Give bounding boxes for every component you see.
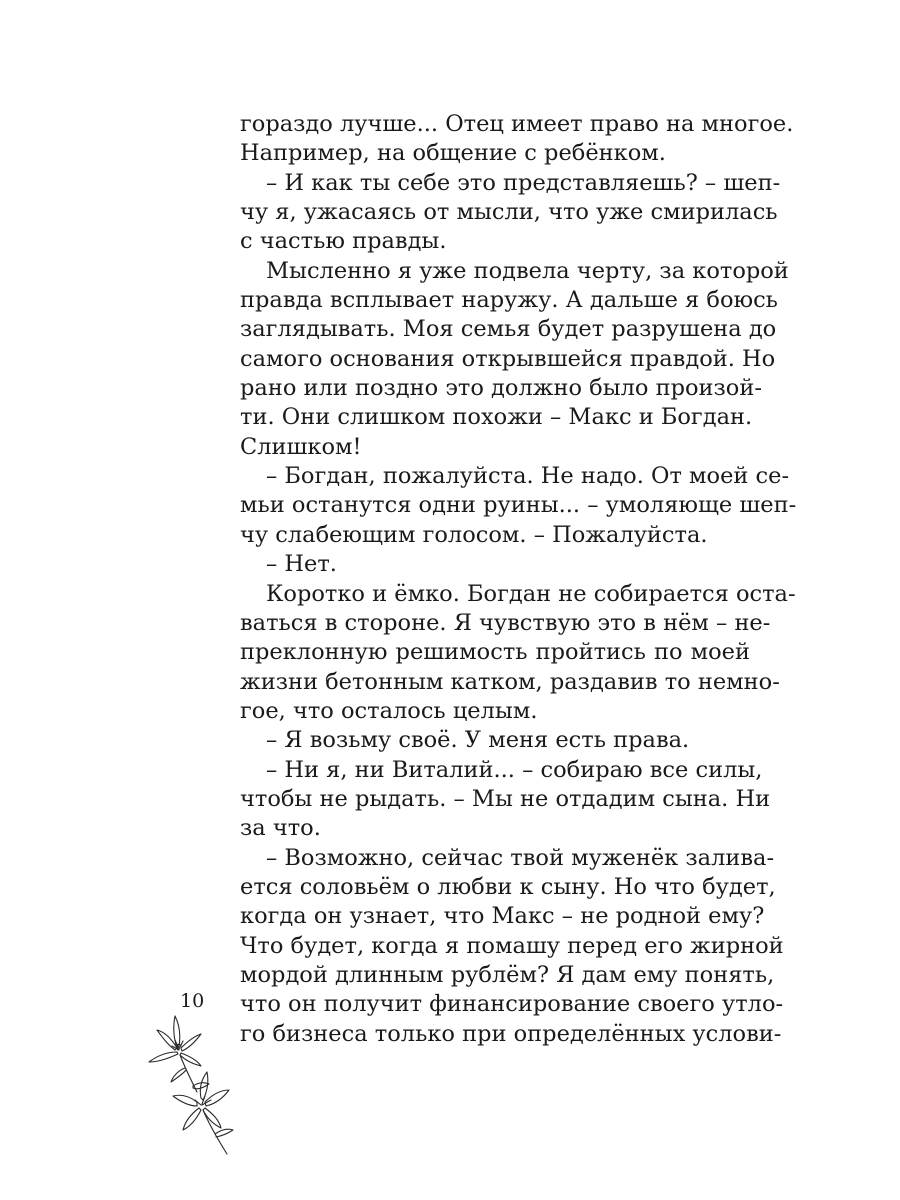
text-line: Коротко и ёмко. Богдан не собирается оста- xyxy=(266,580,796,607)
text-line: правда всплывает наружу. А дальше я боюсь xyxy=(240,287,778,314)
text-line: заглядывать. Моя семья будет разрушена до xyxy=(240,316,777,343)
text-line: когда он узнает, что Макс – не родной ему? xyxy=(240,903,765,930)
text-line: чу я, ужасаясь от мысли, что уже смирилась xyxy=(240,199,778,226)
text-line: рано или поздно это должно было произой- xyxy=(240,375,762,402)
text-line: – Ни я, ни Виталий... – собираю все силы, xyxy=(266,756,763,783)
text-line: чу слабеющим голосом. – Пожалуйста. xyxy=(240,521,708,548)
text-line: что он получит финансирование своего утло- xyxy=(240,991,784,1018)
text-line: ется соловьём о любви к сыну. Но что будет, xyxy=(240,873,776,900)
text-line: жизни бетонным катком, раздавив то немно- xyxy=(240,668,780,695)
page-number: 10 xyxy=(180,990,205,1012)
text-line: гораздо лучше... Отец имеет право на многое. xyxy=(240,111,794,137)
text-line: ваться в стороне. Я чувствую это в нём – не- xyxy=(240,609,771,636)
text-line: го бизнеса только при определённых услови- xyxy=(240,1020,782,1047)
text-line: – Нет. xyxy=(266,551,337,578)
text-line: гое, что осталось целым. xyxy=(240,697,538,724)
text-line: Слишком! xyxy=(240,433,362,460)
text-line: мьи останутся одни руины... – умоляюще шеп- xyxy=(240,492,797,519)
text-line: ти. Они слишком похожи – Макс и Богдан. xyxy=(240,404,753,431)
text-line: – Возможно, сейчас твой муженёк залива- xyxy=(266,844,775,871)
text-line: Мысленно я уже подвела черту, за которой xyxy=(266,257,789,284)
text-line: за что. xyxy=(240,815,321,842)
text-line: мордой длинным рублём? Я дам ему понять, xyxy=(240,961,775,988)
text-line: – Я возьму своё. У меня есть права. xyxy=(266,727,690,754)
text-line: – Богдан, пожалуйста. Не надо. От моей се- xyxy=(266,463,790,490)
lily-flower-ornament-icon xyxy=(135,1010,245,1160)
text-line: чтобы не рыдать. – Мы не отдадим сына. Ни xyxy=(240,785,771,812)
text-line: самого основания открывшейся правдой. Но xyxy=(240,345,776,372)
text-line: с частью правды. xyxy=(240,228,447,255)
text-line: Например, на общение с ребёнком. xyxy=(240,140,666,167)
page-body-text xyxy=(240,110,797,1049)
text-line: преклонную решимость пройтись по моей xyxy=(240,639,750,666)
text-line: – И как ты себе это представляешь? – шеп- xyxy=(266,169,781,196)
text-line: Что будет, когда я помашу перед его жирной xyxy=(240,932,784,959)
